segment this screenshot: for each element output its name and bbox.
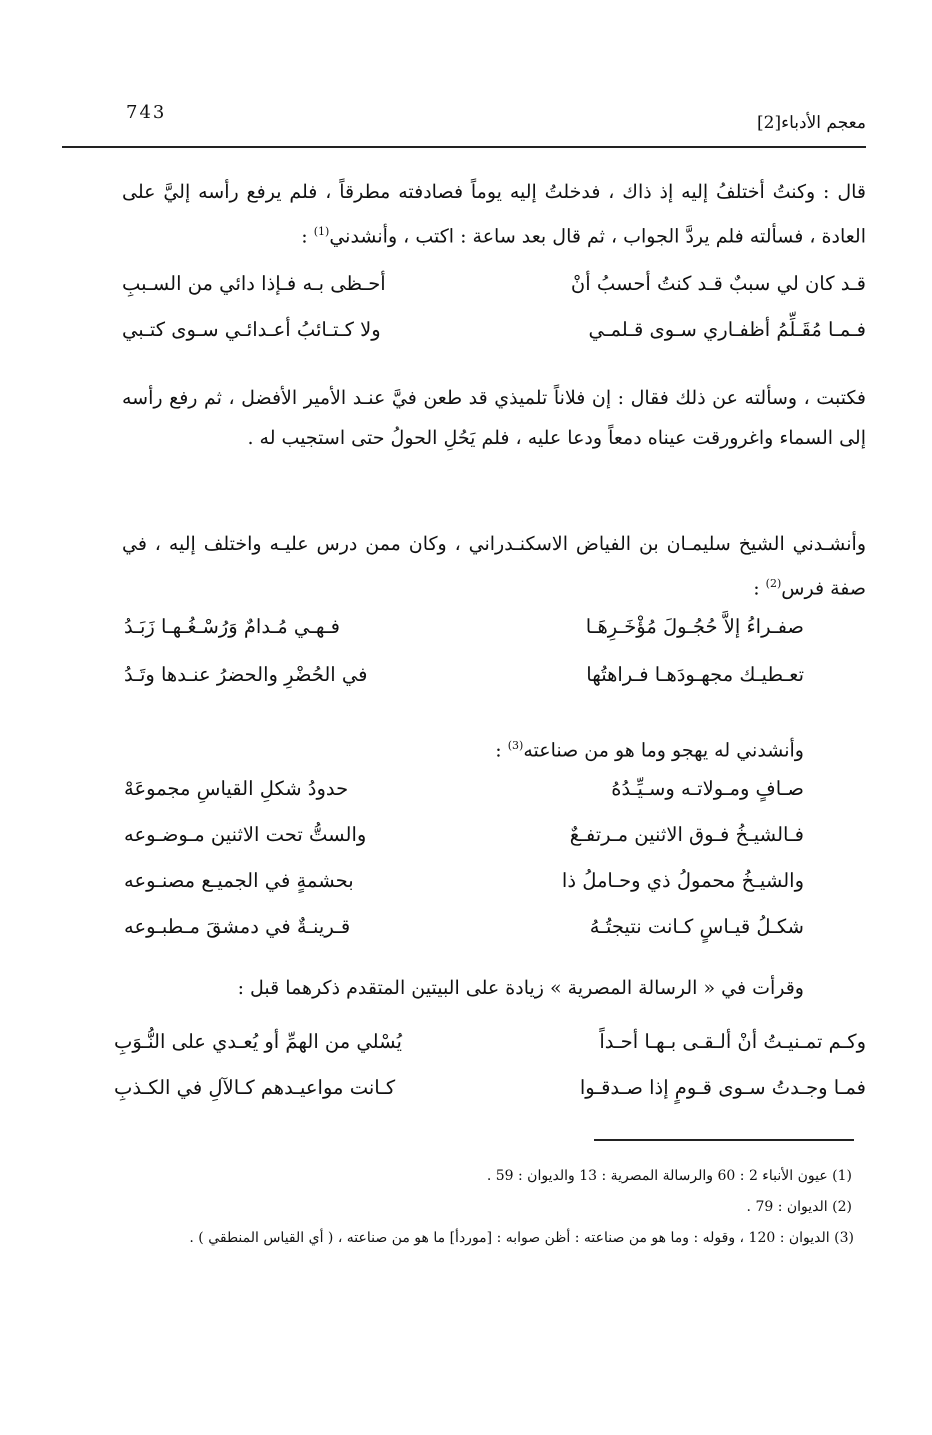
verse-hemistich-first: وكـم تمـنيـتُ أنْ ألـقـى بـهـا أحـداً [599,1030,866,1053]
paragraph-4 [122,726,866,770]
verse-hemistich-second: قـرينـةٌ في دمشقَ مـطبـوعه [124,915,351,938]
verse-line [114,1030,866,1076]
paragraph-text: وأنشـدني الشيخ سليمـان بن الفياض الاسكنـدراني ، وكان ممن درس عليـه واختلف إليه ، في صفة فرس [122,533,866,600]
verse-hemistich-first: فـمـا مُقَـلِّمُ أظفـاري سـوى قـلمـي [588,318,866,341]
verse-hemistich-first: فمـا وجـدتُ سـوى قـومٍ إذا صـدقـوا [579,1076,866,1099]
verse-hemistich-first: شكـلُ قيـاسٍ كـانت نتيجتُـهُ [589,915,804,938]
paragraph-1 [122,172,866,256]
page-number: 743 [126,102,167,123]
verse-line [124,615,804,661]
paragraph-end: : [495,739,508,762]
verse-line [124,777,804,823]
verse-hemistich-second: فـهـي مُـدامٌ وَرُسْـغُـهـا زَبَـدُ [124,615,340,638]
header-rule [62,146,866,148]
paragraph-end: : [753,577,766,600]
verse-line [124,869,804,915]
verse-hemistich-second: والستُّ تحت الاثنين مـوضـوعه [124,823,367,846]
verse-hemistich-first: تعـطيـك مجهـودَهـا فـراهتُها [586,663,804,686]
verse-line [124,915,804,961]
verse-hemistich-first: صفـراءُ إلاَّ حُجُـولَ مُؤْخَـرِهَـا [585,615,804,638]
footnote: (2) الديوان : 79 . [746,1199,852,1215]
verse-line [122,272,866,318]
verse-hemistich-second: في الحُضْرِ والحضرُ عنـدها وتَـدُ [124,663,368,686]
paragraph-text: وقرأت في « الرسالة المصرية » زيادة على البيتين المتقدم ذكرهما قبل : [237,977,804,999]
verse-hemistich-second: أحـظى بـه فـإذا دائي من السـببِ [122,272,386,295]
verse-hemistich-second: ولا كـتـائبُ أعـدائـي سـوى كتـبي [122,318,381,341]
paragraph-3 [122,524,866,608]
verse-hemistich-first: قـد كان لي سببٌ قـد كنتُ أحسبُ أنْ [570,272,866,295]
verse-hemistich-first: صـافٍ ومـولاتـه وسـيِّـدُهُ [611,777,804,800]
footnote: (3) الديوان : 120 ، وقوله : وما هو من صناعته : أظن صوابه : [موردأ] ما هو من صناعته ، ( أي القياس المنطقي ) . [189,1230,854,1246]
footnote-ref: (2) [765,577,782,590]
paragraph-text: وأنشدني له يهجو وما هو من صناعته [523,739,804,762]
paragraph-2 [122,378,866,458]
verse-line [124,823,804,869]
verse-hemistich-second: بحشمةٍ في الجميـع مصنـوعه [124,869,354,892]
verse-hemistich-second: يُسْلي من الهمِّ أو يُعـدي على النُّـوَبِ [114,1030,402,1053]
verse-line [122,318,866,364]
paragraph-text: قال : وكنتُ أختلفُ إليه إذ ذاك ، فدخلتُ إليه يوماً فصادفته مطرقاً ، فلم يرفع رأسه إليَّ على العادة ، فسألته فلم يردَّ الجواب ، ثم قال بعد ساعة : اكتب ، وأنشدني [122,181,866,248]
verse-hemistich-first: فـالشيـخُ فـوق الاثنين مـرتفـعٌ [569,823,804,846]
running-header-title: معجم الأدباء[2] [757,113,866,133]
verse-hemistich-second: كـانت مواعيـدهم كـالآلِ في الكـذبِ [114,1076,396,1099]
paragraph-5 [122,968,866,1008]
verse-line [124,663,804,709]
paragraph-end: : [301,225,314,248]
paragraph-text: فكتبت ، وسألته عن ذلك فقال : إن فلاناً تلميذي قد طعن فيَّ عنـد الأمير الأفضل ، ثم رفع رأسه إلى السماء واغرورقت عيناه دمعاً ودعا عليه ، فلم يَحُلِ الحولُ حتى استجيب له . [122,387,866,449]
verse-hemistich-second: حدودُ شكلِ القياسِ مجموعَهْ [124,777,349,800]
footnote: (1) عيون الأنباء 2 : 60 والرسالة المصرية : 13 والديوان : 59 . [486,1168,852,1184]
footnote-rule [594,1139,854,1141]
verse-line [114,1076,866,1122]
verse-hemistich-first: والشيـخُ محمولُ ذي وحـاملُ ذا [561,869,804,892]
footnote-ref: (1) [313,225,330,238]
footnote-ref: (3) [507,739,524,752]
